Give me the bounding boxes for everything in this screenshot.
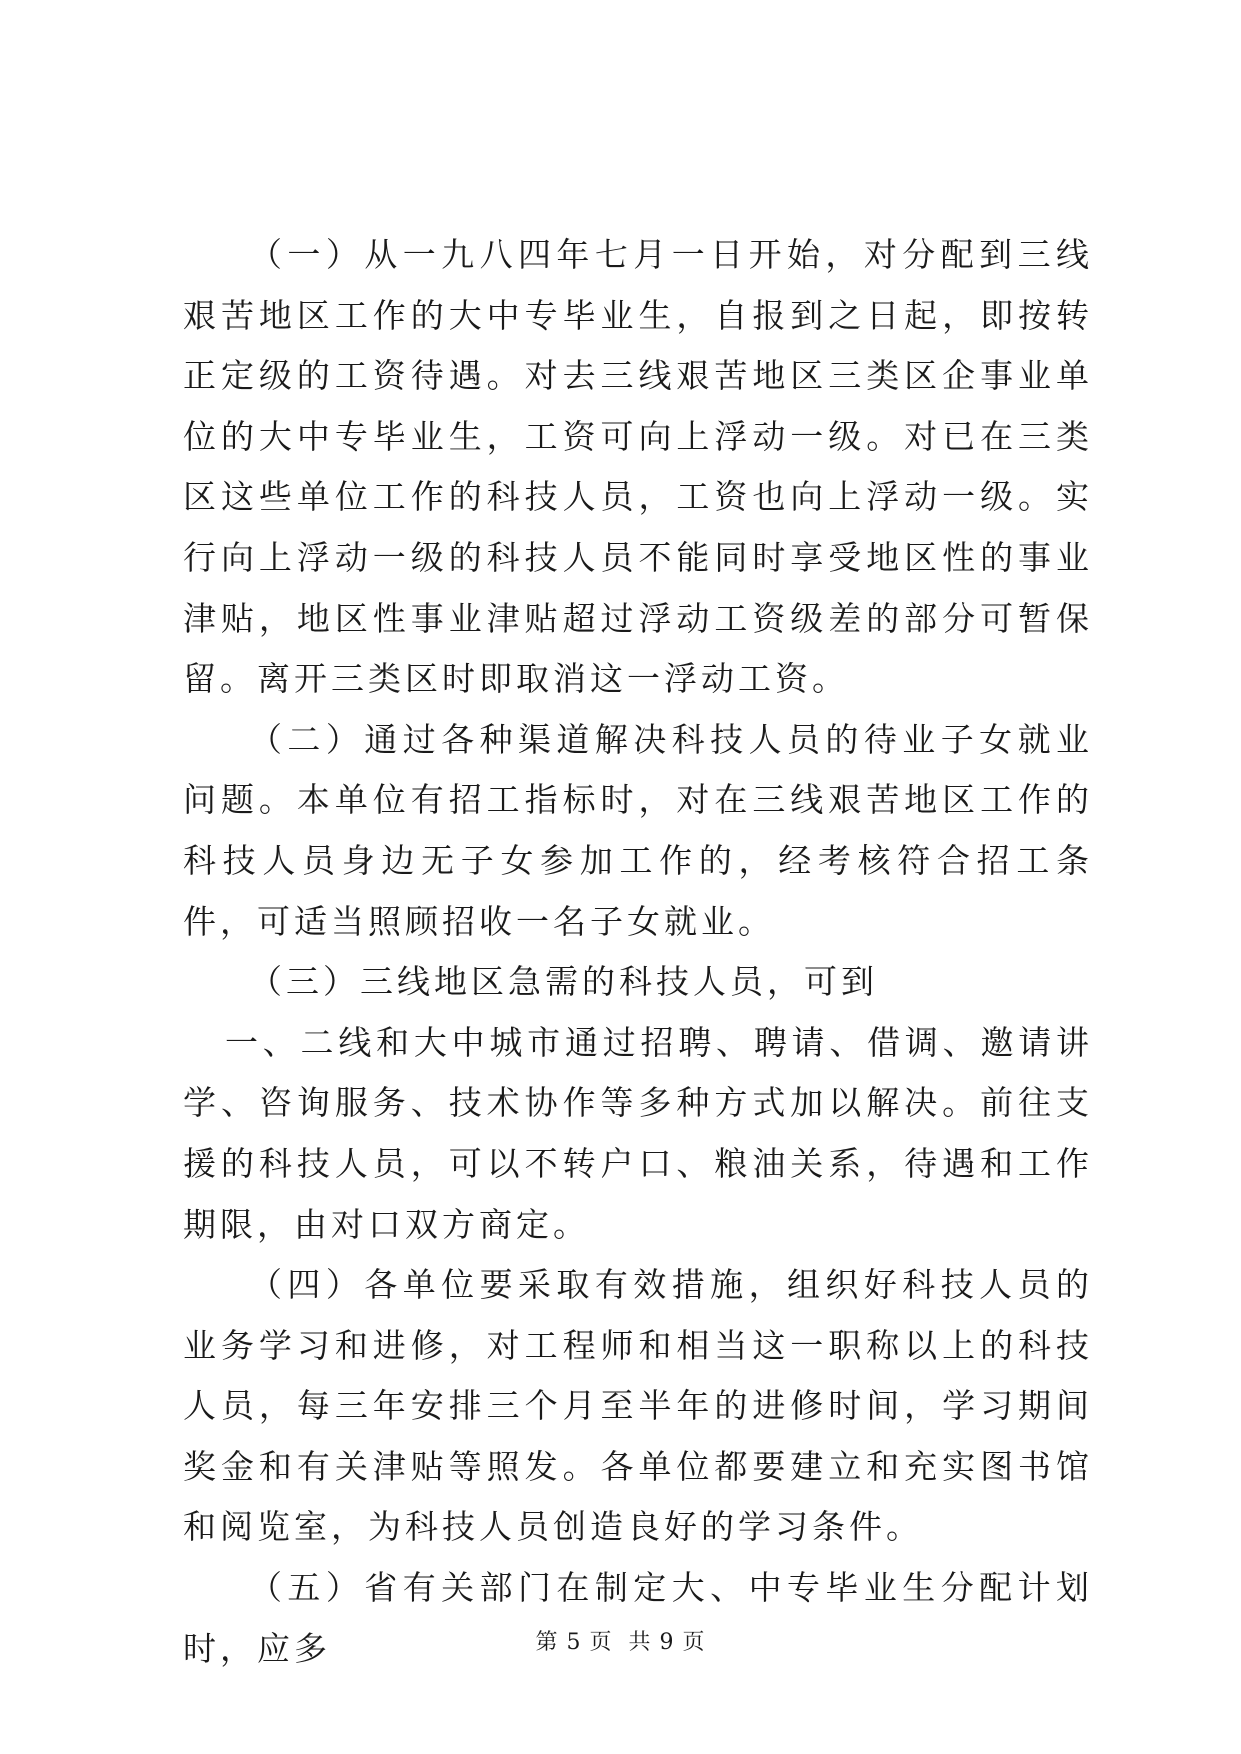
paragraph-3: （三）三线地区急需的科技人员，可到 [249,962,878,1002]
paragraph-6: （五）省有关部门在制定大、中专毕业生分配计划时，应多 [183,1568,1093,1668]
paragraph-4: 一、二线和大中城市通过招聘、聘请、借调、邀请讲学、咨询服务、技术协作等多种方式加以解决。前往支援的科技人员，可以不转户口、粮油关系，待遇和工作期限，由对口双方商定。 [183,1022,1093,1244]
page-footer [0,1625,1241,1656]
paragraph-2: （二）通过各种渠道解决科技人员的待业子女就业问题。本单位有招工指标时，对在三线艰苦地区工作的科技人员身边无子女参加工作的，经考核符合招工条件，可适当照顾招收一名子女就业。 [183,719,1093,941]
document-body [183,225,1093,1679]
page-total: 共 9 页 [628,1630,706,1655]
paragraph-1: （一）从一九八四年七月一日开始，对分配到三线艰苦地区工作的大中专毕业生，自报到之日起，即按转正定级的工资待遇。对去三线艰苦地区三类区企事业单位的大中专毕业生，工资可向上浮动一级。对已在三类区这些单位工作的科技人员，工资也向上浮动一级。实行向上浮动一级的科技人员不能同时享受地区性的事业津贴，地区性事业津贴超过浮动工资级差的部分可暂保留。离开三类区时即取消这一浮动工资。 [183,235,1093,699]
paragraph-5: （四）各单位要采取有效措施，组织好科技人员的业务学习和进修，对工程师和相当这一职称以上的科技人员，每三年安排三个月至半年的进修时间，学习期间奖金和有关津贴等照发。各单位都要建立和充实图书馆和阅览室，为科技人员创造良好的学习条件。 [183,1265,1093,1547]
page-number: 第 5 页 [535,1630,613,1655]
